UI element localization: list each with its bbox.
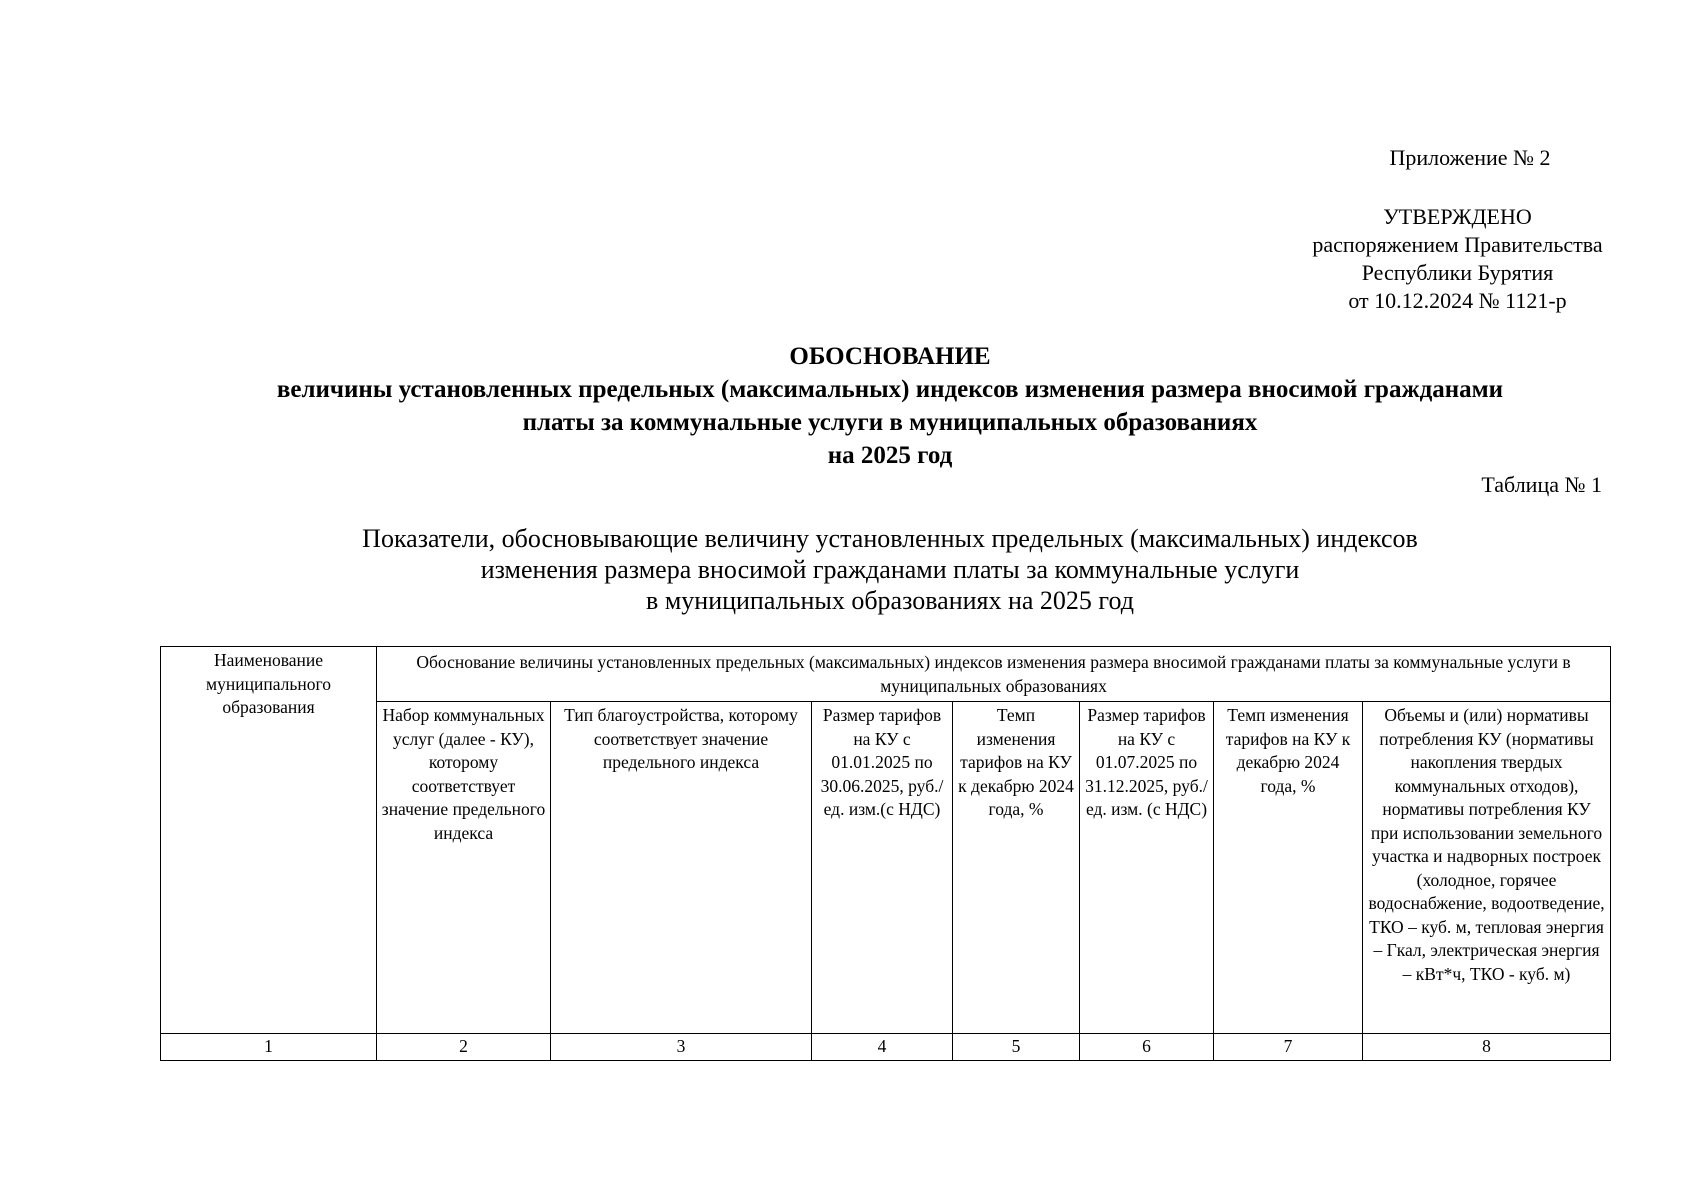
table-subheader-row (161, 702, 1611, 1034)
header-tariff-h1: Размер тарифов на КУ с 01.01.2025 по 30.06.2025, руб./ед. изм.(с НДС) (812, 702, 953, 1034)
table-caption (0, 523, 1698, 616)
indices-table (160, 646, 1611, 1061)
header-improvement-type: Тип благоустройства, которому соответствует значение предельного индекса (551, 702, 812, 1034)
approved-by: распоряжением Правительства (1312, 232, 1603, 257)
column-number: 3 (551, 1034, 812, 1061)
document-title (0, 340, 1698, 472)
appendix-label: Приложение № 2 (1389, 145, 1551, 170)
approved-word: УТВЕРЖДЕНО (1383, 204, 1532, 229)
approved-date-number: от 10.12.2024 № 1121-р (1348, 288, 1567, 313)
column-number: 5 (953, 1034, 1080, 1061)
header-volumes-norms: Объемы и (или) нормативы потребления КУ (нормативы накопления твердых коммунальных отходов), нормативы потребления КУ при использовании земельного участка и надворных построек (холодное, горячее водоснабжение, водоотведение, ТКО – куб. м, тепловая энергия – Гкал, электрическая энергия – кВт*ч, ТКО - куб. м) (1363, 702, 1611, 1034)
approval-stamp (1285, 203, 1630, 315)
table-header-row (161, 647, 1611, 702)
title-line-2: величины установленных предельных (максимальных) индексов изменения размера вносимой гражданами (276, 376, 1504, 403)
column-number: 2 (377, 1034, 551, 1061)
header-group-justification: Обоснование величины установленных предельных (максимальных) индексов изменения размера вносимой гражданами платы за коммунальные услуги в муниципальных образованиях (377, 647, 1611, 702)
title-line-3: платы за коммунальные услуги в муниципальных образованиях (522, 409, 1258, 436)
header-municipality: Наименование муниципального образования (161, 647, 377, 1034)
header-rate-h2: Темп изменения тарифов на КУ к декабрю 2024 года, % (1214, 702, 1363, 1034)
table-number: Таблица № 1 (1481, 472, 1602, 497)
caption-line-1: Показатели, обосновывающие величину установленных предельных (максимальных) индексов (362, 524, 1418, 553)
column-number: 1 (161, 1034, 377, 1061)
caption-line-2: изменения размера вносимой гражданами платы за коммунальные услуги (480, 555, 1300, 584)
caption-line-3: в муниципальных образованиях на 2025 год (646, 586, 1134, 615)
column-number-row (161, 1034, 1611, 1061)
column-number: 4 (812, 1034, 953, 1061)
column-number: 7 (1214, 1034, 1363, 1061)
header-tariff-h2: Размер тарифов на КУ с 01.07.2025 по 31.12.2025, руб./ед. изм. (с НДС) (1080, 702, 1214, 1034)
column-number: 8 (1363, 1034, 1611, 1061)
header-rate-h1: Темп изменения тарифов на КУ к декабрю 2024 года, % (953, 702, 1080, 1034)
header-services-set: Набор коммунальных услуг (далее - КУ), которому соответствует значение предельного индекса (377, 702, 551, 1034)
column-number: 6 (1080, 1034, 1214, 1061)
title-line-1: ОБОСНОВАНИЕ (789, 343, 991, 370)
approved-government: Республики Бурятия (1361, 260, 1554, 285)
title-line-4: на 2025 год (827, 442, 953, 469)
